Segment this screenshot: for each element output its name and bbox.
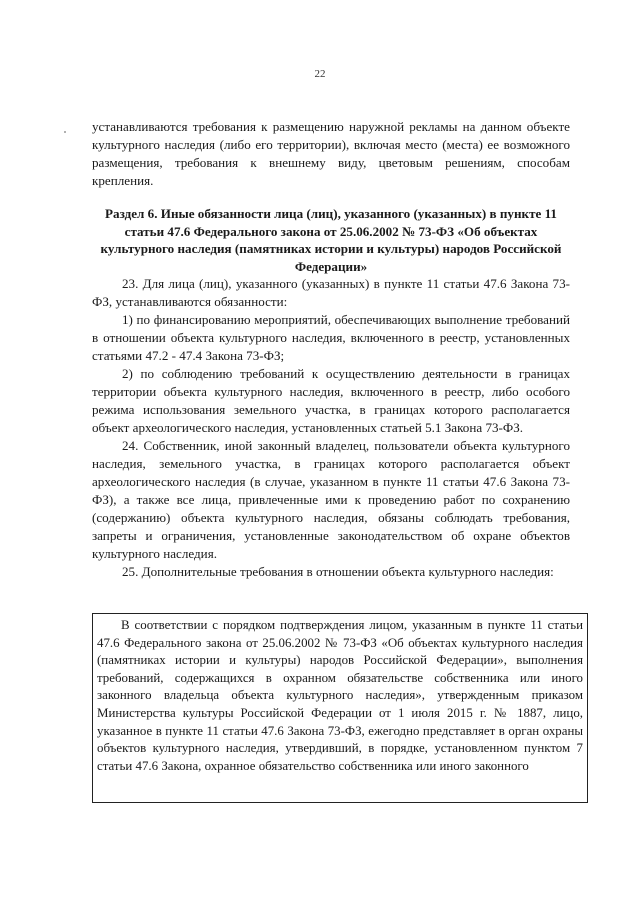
body-block xyxy=(92,275,570,581)
intro-block xyxy=(92,118,570,190)
page-number: 22 xyxy=(314,68,326,80)
paragraph-23-item-2: 2) по соблюдению требований к осуществлению деятельности в границах территории объекта культурного наследия, включенного в реестр, либо особого режима использования земельного участка, в границах которого располагается объект археологического наследия, установленных статьей 5.1 Закона 73-ФЗ. xyxy=(92,366,570,435)
additional-requirements-box xyxy=(92,613,588,803)
intro-paragraph: устанавливаются требования к размещению наружной рекламы на данном объекте культурного наследия (либо его территории), включая место (места) ее возможного размещения, требования к внешнему виду, цветовым решениям, способам крепления. xyxy=(92,119,570,188)
paragraph-24: 24. Собственник, иной законный владелец, пользователи объекта культурного наследия, земельного участка, в границах которого располагается объект археологического наследия (в случае, указанном в пункте 11 статьи 47.6 Закона 73-ФЗ), а также все лица, привлеченные ими к проведению работ по сохранению (содержанию) объекта культурного наследия, обязаны соблюдать требования, запреты и ограничения, установленные законодательством об охране объектов культурного наследия. xyxy=(92,438,570,561)
boxed-paragraph: В соответствии с порядком подтверждения лицом, указанным в пункте 11 статьи 47.6 Федерального закона от 25.06.2002 № 73-ФЗ «Об объектах культурного наследия (памятниках истории и культуры) народов Российской Федерации», выполнения требований, содержащихся в охранном обязательстве собственника или иного законного владельца объекта культурного наследия», утвержденным приказом Министерства культуры Российской Федерации от 1 июля 2015 г. № 1887, лицо, указанное в пункте 11 статьи 47.6 Закона 73-ФЗ, ежегодно представляет в орган охраны объектов культурного наследия, утвердивший, в порядке, установленном пунктом 7 статьи 47.6 Закона, охранное обязательство собственника или иного законного xyxy=(97,618,583,773)
paragraph-25: 25. Дополнительные требования в отношении объекта культурного наследия: xyxy=(122,564,554,579)
paragraph-23-item-1: 1) по финансированию мероприятий, обеспечивающих выполнение требований в отношении объекта культурного наследия, включенного в реестр, установленных статьями 47.2 - 47.4 Закона 73-ФЗ; xyxy=(92,312,570,363)
scan-speck xyxy=(64,131,66,133)
section-heading: Раздел 6. Иные обязанности лица (лиц), указанного (указанных) в пункте 11 статьи 47.6 Федерального закона от 25.06.2002 № 73-ФЗ «Об объектах культурного наследия (памятниках истории и культуры) народов Российской Федерации» xyxy=(100,206,562,274)
paragraph-23: 23. Для лица (лиц), указанного (указанных) в пункте 11 статьи 47.6 Закона 73-ФЗ, устанавливаются обязанности: xyxy=(92,276,570,309)
